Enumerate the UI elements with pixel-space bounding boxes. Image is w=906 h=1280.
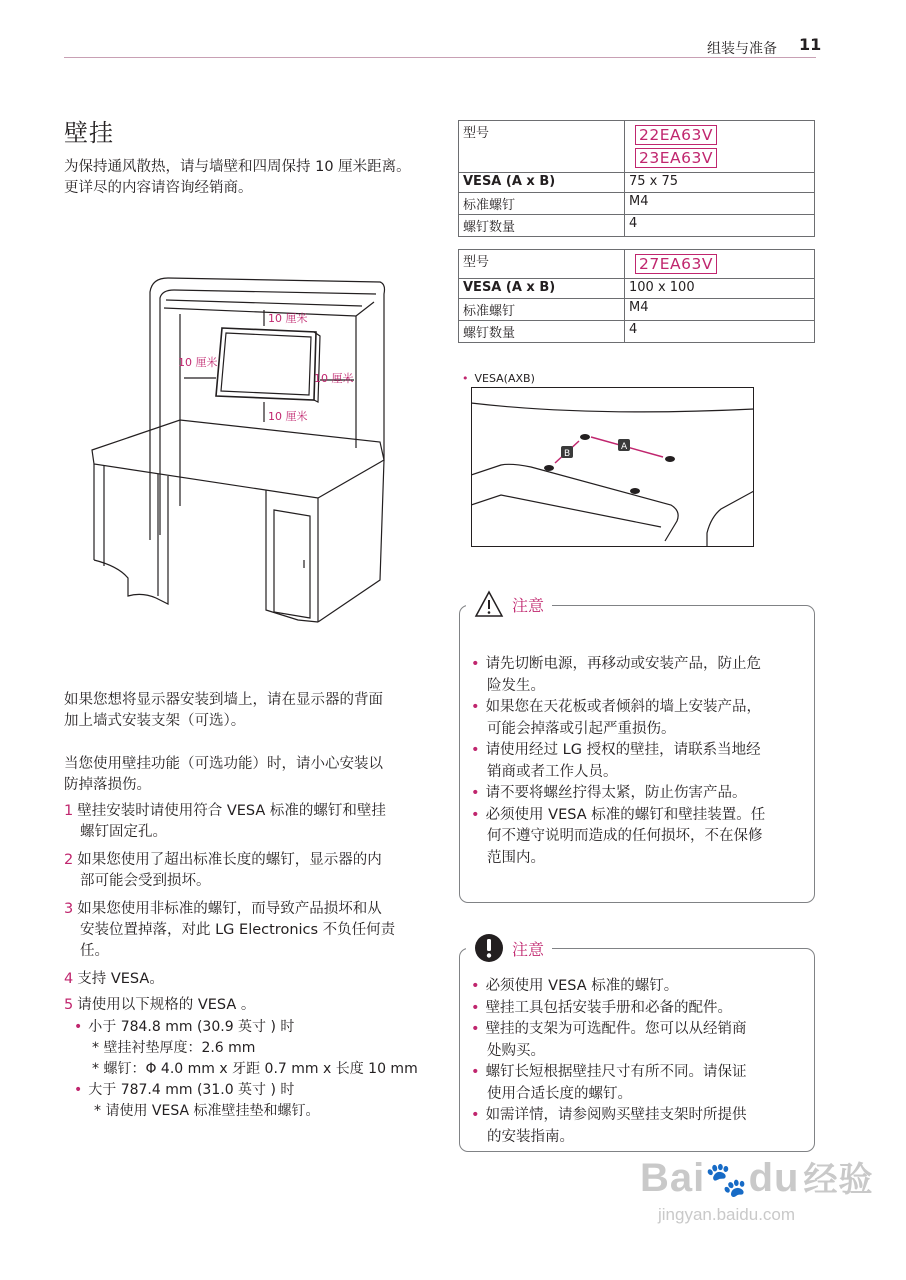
caution-item: • 必须使用 VESA 标准的螺钉和壁挂装置。任 何不遵守说明而造成的任何损坏，不在保修 范围内。 — [471, 806, 766, 866]
note-item: • 壁挂工具包括安装手册和必备的配件。 — [471, 999, 733, 1016]
step-1: 1 壁挂安装时请使用符合 VESA 标准的螺钉和壁挂 螺钉固定孔。 — [64, 803, 386, 840]
step-5: 5 请使用以下规格的 VESA 。 — [64, 997, 256, 1013]
intro-paragraph — [64, 157, 424, 199]
clearance-bottom-label: 10 厘米 — [268, 410, 308, 423]
clearance-top-label: 10 厘米 — [268, 312, 308, 325]
note-item: • 螺钉长短根据壁挂尺寸有所不同。请保证 使用合适长度的螺钉。 — [471, 1064, 747, 1102]
step-2: 2 如果您使用了超出标准长度的螺钉，显示器的内 部可能会受到损坏。 — [64, 852, 382, 889]
caution-list — [471, 654, 801, 869]
spec-table-small: 型号 22EA63V 23EA63V VESA (A x B) 75 x 75 标准螺钉 M4 螺钉数量 4 — [458, 120, 815, 237]
caution-paragraph: 当您使用壁挂功能（可选功能）时，请小心安装以 防掉落损伤。 — [64, 756, 383, 793]
note-header — [466, 933, 552, 963]
clearance-right-label: 10 厘米 — [314, 372, 354, 385]
step-4: 4 支持 VESA。 — [64, 971, 164, 987]
vesa-diagram — [471, 387, 754, 547]
caution-title: 注意 — [512, 595, 545, 615]
desk-clearance-illustration — [88, 270, 398, 640]
vesa-caption: • VESA(AXB) — [462, 372, 535, 385]
step-3: 3 如果您使用非标准的螺钉，而导致产品损坏和从 安装位置掉落，对此 LG Electronics 不负任何责 任。 — [64, 901, 396, 959]
small-size-bullet: • 小于 784.8 mm (30.9 英寸 ) 时 — [74, 1019, 295, 1035]
vesa-label-a: A — [621, 442, 628, 452]
model-tag: 22EA63V — [635, 125, 717, 145]
intro-line: 为保持通风散热，请与墙壁和四周保持 10 厘米距离。 — [64, 159, 411, 175]
page-number: 11 — [799, 35, 822, 54]
model-tag: 23EA63V — [635, 148, 717, 168]
baidu-watermark: Bai🐾du 经验 jingyan.baidu.com — [640, 1156, 874, 1224]
note-item: • 壁挂的支架为可选配件。您可以从经销商 处购买。 — [471, 1021, 747, 1059]
large-size-bullet: • 大于 787.4 mm (31.0 英寸 ) 时 — [74, 1082, 295, 1098]
page-title: 壁挂 — [64, 119, 114, 147]
vesa-hole — [544, 465, 554, 471]
note-item: • 如需详情，请参阅购买壁挂支架时所提供 的安装指南。 — [471, 1107, 747, 1145]
caution-item: • 请使用经过 LG 授权的壁挂，请联系当地经 销商或者工作人员。 — [471, 742, 761, 780]
caution-item: • 请不要将螺丝拧得太紧，防止伤害产品。 — [471, 785, 747, 801]
intro-line: 更详尽的内容请咨询经销商。 — [64, 180, 253, 196]
vesa-hole — [580, 434, 590, 440]
header-section: 组装与准备 — [707, 41, 777, 57]
vesa-hole — [630, 488, 640, 494]
exclamation-icon — [474, 933, 504, 963]
header-rule — [64, 57, 816, 58]
model-tag: 27EA63V — [635, 254, 717, 274]
spec-table-large: 型号 27EA63V VESA (A x B) 100 x 100 标准螺钉 M4 螺钉数量 4 — [458, 249, 815, 343]
caution-header — [466, 590, 552, 618]
caution-item: • 请先切断电源，再移动或安装产品，防止危 险发生。 — [471, 656, 762, 694]
note-item: • 必须使用 VESA 标准的螺钉。 — [471, 978, 679, 994]
note-title: 注意 — [512, 939, 545, 959]
caution-item: • 如果您在天花板或者倾斜的墙上安装产品， 可能会掉落或引起严重损伤。 — [471, 699, 762, 737]
vesa-sub-bullets: • 小于 784.8 mm (30.9 英寸 ) 时 * 壁挂衬垫厚度：2.6 mm * 螺钉：Φ 4.0 mm x 牙距 0.7 mm x 长度 10 mm • 大于 787.4 mm (31.0 英寸 ) 时 * 请使用 VESA 标准壁挂垫和螺钉。 — [74, 1017, 434, 1122]
vesa-label-b: B — [564, 449, 571, 459]
warning-triangle-icon — [474, 590, 504, 618]
vesa-hole — [665, 456, 675, 462]
clearance-left-label: 10 厘米 — [178, 356, 218, 369]
wall-mount-paragraph: 如果您想将显示器安装到墙上，请在显示器的背面 加上墙式安装支架（可选）。 — [64, 692, 383, 729]
note-list — [471, 976, 801, 1148]
